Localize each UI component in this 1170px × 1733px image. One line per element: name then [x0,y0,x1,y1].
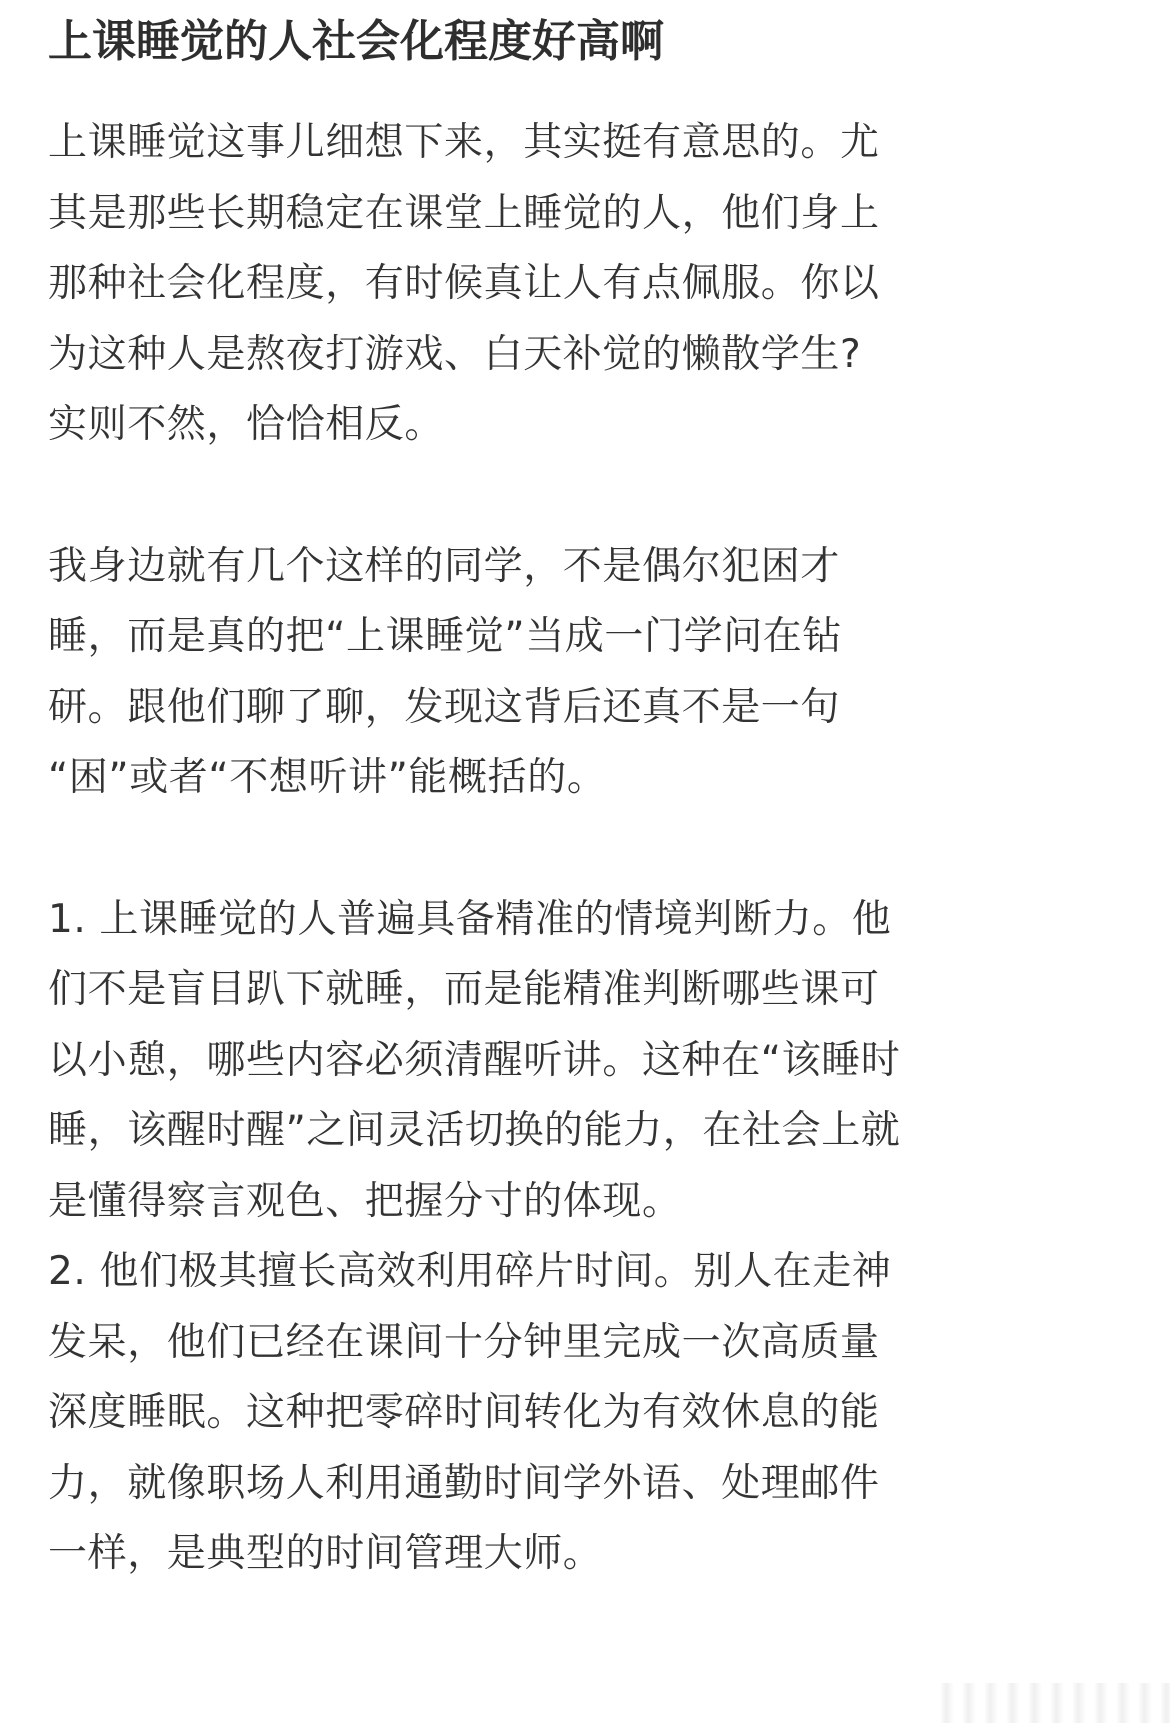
paragraph-classmates [48,532,1118,814]
text-line: 以小憩，哪些内容必须清醒听讲。这种在“该睡时 [48,1037,901,1083]
text-line: 实则不然，恰恰相反。 [48,402,445,447]
text-line: 们不是盲目趴下就睡，而是能精准判断哪些课可 [48,967,880,1012]
blurred-watermark [940,1683,1170,1723]
text-line: 其是那些长期稳定在课堂上睡觉的人，他们身上 [48,190,880,236]
text-line: 2. 他们极其擅长高效利用碎片时间。别人在走神 [48,1249,892,1294]
post-content [48,0,1118,1590]
text-line: 睡，该醒时醒”之间灵活切换的能力，在社会上就 [48,1108,901,1153]
paragraph-spacer [48,461,1118,532]
text-line: 一样，是典型的时间管理大师。 [48,1531,603,1576]
text-line: 是懂得察言观色、把握分寸的体现。 [48,1178,682,1224]
text-line: 深度睡眠。这种把零碎时间转化为有效休息的能 [48,1390,880,1435]
text-line: 上课睡觉这事儿细想下来，其实挺有意思的。尤 [48,120,880,165]
text-line: 1. 上课睡觉的人普遍具备精准的情境判断力。他 [48,896,892,942]
text-line: 我身边就有几个这样的同学，不是偶尔犯困才 [48,543,841,589]
paragraph-intro [48,108,1118,461]
text-line: 为这种人是熬夜打游戏、白天补觉的懒散学生? [48,331,862,377]
text-line: 发呆，他们已经在课间十分钟里完成一次高质量 [48,1319,880,1365]
text-line: 力，就像职场人利用通勤时间学外语、处理邮件 [48,1460,880,1506]
text-line: 睡，而是真的把“上课睡觉”当成一门学问在钻 [48,614,843,659]
paragraph-spacer [48,814,1118,885]
text-line: 那种社会化程度，有时候真让人有点佩服。你以 [48,261,880,306]
text-line: “困”或者“不想听讲”能概括的。 [48,755,607,800]
paragraph-points [48,885,1118,1590]
text-line: 研。跟他们聊了聊，发现这背后还真不是一句 [48,684,841,730]
post-title: 上课睡觉的人社会化程度好高啊 [48,16,664,67]
